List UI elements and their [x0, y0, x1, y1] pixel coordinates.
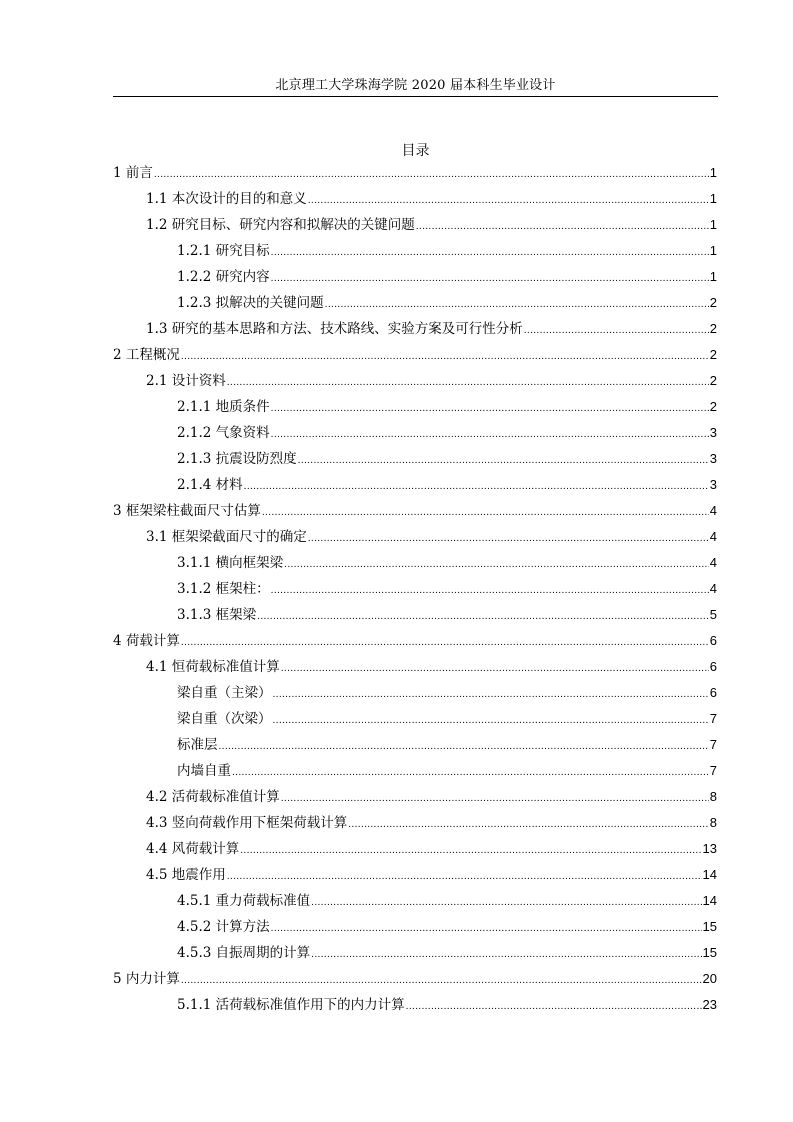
- toc-leader-dots: [273, 689, 709, 702]
- toc-entry-page: 8: [709, 815, 717, 830]
- toc-entry-page: 14: [702, 893, 717, 908]
- toc-entry[interactable]: [113, 164, 717, 182]
- toc-entry[interactable]: [113, 970, 717, 988]
- toc-leader-dots: [262, 507, 709, 520]
- toc-entry-label: 3.1 框架梁截面尺寸的确定: [146, 529, 307, 545]
- toc-entry-label: 3.1.1 横向框架梁: [177, 555, 284, 571]
- toc-leader-dots: [181, 637, 709, 650]
- toc-entry-page: 7: [709, 763, 717, 778]
- toc-entry[interactable]: [146, 866, 717, 884]
- toc-entry[interactable]: [146, 320, 717, 338]
- toc-entry-page: 7: [709, 737, 717, 752]
- toc-entry-label: 1 前言: [113, 165, 153, 181]
- toc-entry-label: 3.1.3 框架梁: [177, 607, 257, 623]
- toc-leader-dots: [308, 533, 709, 546]
- toc-entry-label: 4.1 恒荷载标准值计算: [146, 659, 280, 675]
- toc-leader-dots: [271, 403, 709, 416]
- header-rule: [113, 96, 718, 97]
- toc-entry[interactable]: [177, 554, 717, 572]
- toc-leader-dots: [524, 325, 709, 338]
- toc-entry-label: 1.2 研究目标、研究内容和拟解决的关键问题: [146, 217, 415, 233]
- toc-entry[interactable]: [146, 658, 717, 676]
- toc-entry-label: 2.1.2 气象资料: [177, 425, 270, 441]
- toc-entry-label: 4.3 竖向荷载作用下框架荷载计算: [146, 815, 348, 831]
- toc-entry-page: 6: [709, 633, 717, 648]
- toc-entry[interactable]: [177, 736, 717, 754]
- toc-entry-page: 4: [709, 529, 717, 544]
- toc-entry[interactable]: [177, 580, 717, 598]
- toc-entry-label: 1.1 本次设计的目的和意义: [146, 191, 307, 207]
- toc-entry-label: 2 工程概况: [113, 347, 180, 363]
- toc-entry[interactable]: [177, 294, 717, 312]
- toc-leader-dots: [298, 455, 709, 468]
- toc-entry[interactable]: [177, 424, 717, 442]
- toc-leader-dots: [271, 273, 709, 286]
- toc-entry-page: 5: [709, 607, 717, 622]
- toc-entry-label: 1.2.1 研究目标: [177, 243, 270, 259]
- toc-entry-label: 4.2 活荷载标准值计算: [146, 789, 280, 805]
- toc-entry-page: 4: [709, 503, 717, 518]
- toc-entry-page: 1: [709, 217, 717, 232]
- toc-entry-page: 20: [702, 971, 717, 986]
- toc-entry-label: 4.5.2 计算方法: [177, 919, 270, 935]
- toc-entry-page: 13: [702, 841, 717, 856]
- toc-entry-page: 2: [709, 321, 717, 336]
- toc-entry-page: 1: [709, 191, 717, 206]
- toc-entry[interactable]: [177, 242, 717, 260]
- toc-entry-page: 2: [709, 295, 717, 310]
- toc-leader-dots: [271, 585, 709, 598]
- toc-leader-dots: [227, 871, 702, 884]
- toc-entry-page: 4: [709, 555, 717, 570]
- toc-entry-label: 3.1.2 框架柱：: [177, 581, 270, 597]
- toc-entry-page: 3: [709, 451, 717, 466]
- toc-leader-dots: [416, 221, 709, 234]
- toc-entry-label: 1.3 研究的基本思路和方法、技术路线、实验方案及可行性分析: [146, 321, 523, 337]
- toc-leader-dots: [257, 611, 709, 624]
- toc-entry[interactable]: [146, 190, 717, 208]
- toc-leader-dots: [311, 949, 701, 962]
- toc-entry-label: 4.4 风荷载计算: [146, 841, 240, 857]
- toc-entry-label: 2.1.4 材料: [177, 477, 243, 493]
- toc-entry-label: 5.1.1 活荷载标准值作用下的内力计算: [177, 997, 405, 1013]
- toc-entry[interactable]: [177, 918, 717, 936]
- toc-entry-label: 2.1 设计资料: [146, 373, 226, 389]
- toc-entry-label: 4.5.3 自振周期的计算: [177, 945, 311, 961]
- toc-entry[interactable]: [113, 502, 717, 520]
- toc-entry-label: 5 内力计算: [113, 971, 180, 987]
- toc-entry-page: 6: [709, 659, 717, 674]
- toc-leader-dots: [281, 793, 709, 806]
- toc-entry-label: 4.5 地震作用: [146, 867, 226, 883]
- toc-leader-dots: [284, 559, 709, 572]
- toc-entry[interactable]: [177, 710, 717, 728]
- toc-entry[interactable]: [177, 944, 717, 962]
- toc-entry[interactable]: [113, 346, 717, 364]
- toc-title: 目录: [401, 143, 430, 159]
- toc-entry[interactable]: [146, 216, 717, 234]
- toc-entry-label: 内墙自重: [177, 763, 231, 779]
- toc-entry[interactable]: [177, 476, 717, 494]
- toc-entry[interactable]: [177, 892, 717, 910]
- toc-entry-label: 3 框架梁柱截面尺寸估算: [113, 503, 261, 519]
- running-header: 北京理工大学珠海学院 2020 届本科生毕业设计: [275, 78, 556, 93]
- toc-leader-dots: [271, 923, 702, 936]
- toc-entry-page: 8: [709, 789, 717, 804]
- toc-leader-dots: [232, 767, 709, 780]
- toc-entry[interactable]: [146, 788, 717, 806]
- toc-entry[interactable]: [177, 450, 717, 468]
- toc-entry-page: 14: [702, 867, 717, 882]
- toc-leader-dots: [227, 377, 709, 390]
- toc-leader-dots: [240, 845, 701, 858]
- toc-entry-page: 2: [709, 399, 717, 414]
- toc-entry[interactable]: [177, 996, 717, 1014]
- toc-entry[interactable]: [177, 762, 717, 780]
- toc-leader-dots: [308, 195, 709, 208]
- toc-entry[interactable]: [177, 268, 717, 286]
- toc-entry-label: 1.2.3 拟解决的关键问题: [177, 295, 324, 311]
- toc-entry-page: 15: [702, 945, 717, 960]
- toc-entry-page: 15: [702, 919, 717, 934]
- toc-leader-dots: [181, 351, 709, 364]
- toc-entry-label: 标准层: [177, 737, 218, 753]
- toc-entry[interactable]: [177, 684, 717, 702]
- toc-entry-page: 3: [709, 425, 717, 440]
- toc-entry-label: 4.5.1 重力荷载标准值: [177, 893, 311, 909]
- toc-leader-dots: [181, 975, 702, 988]
- toc-entry[interactable]: [146, 372, 717, 390]
- toc-entry-label: 梁自重（主梁）: [177, 685, 272, 701]
- toc-leader-dots: [348, 819, 709, 832]
- toc-entry-page: 1: [709, 165, 717, 180]
- toc-entry[interactable]: [146, 814, 717, 832]
- toc-entry[interactable]: [146, 840, 717, 858]
- toc-leader-dots: [219, 741, 709, 754]
- toc-leader-dots: [271, 247, 709, 260]
- toc-entry-label: 梁自重（次梁）: [177, 711, 272, 727]
- toc-entry-page: 2: [709, 347, 717, 362]
- toc-entry[interactable]: [113, 632, 717, 650]
- toc-leader-dots: [154, 169, 709, 182]
- toc-entry-page: 6: [709, 685, 717, 700]
- toc-entry-page: 23: [702, 997, 717, 1012]
- toc-entry-page: 4: [709, 581, 717, 596]
- toc-entry-page: 1: [709, 243, 717, 258]
- toc-entry-label: 2.1.3 抗震设防烈度: [177, 451, 297, 467]
- toc-leader-dots: [281, 663, 709, 676]
- toc-leader-dots: [311, 897, 701, 910]
- toc-entry[interactable]: [146, 528, 717, 546]
- toc-entry[interactable]: [177, 606, 717, 624]
- toc-entry-label: 1.2.2 研究内容: [177, 269, 270, 285]
- toc-entry-page: 2: [709, 373, 717, 388]
- toc-entry-label: 2.1.1 地质条件: [177, 399, 270, 415]
- toc-entry-page: 1: [709, 269, 717, 284]
- toc-leader-dots: [271, 429, 709, 442]
- toc-entry-label: 4 荷载计算: [113, 633, 180, 649]
- toc-leader-dots: [244, 481, 709, 494]
- toc-entry-page: 3: [709, 477, 717, 492]
- toc-leader-dots: [273, 715, 709, 728]
- toc-leader-dots: [325, 299, 709, 312]
- toc-entry[interactable]: [177, 398, 717, 416]
- toc-leader-dots: [406, 1001, 702, 1014]
- toc-entry-page: 7: [709, 711, 717, 726]
